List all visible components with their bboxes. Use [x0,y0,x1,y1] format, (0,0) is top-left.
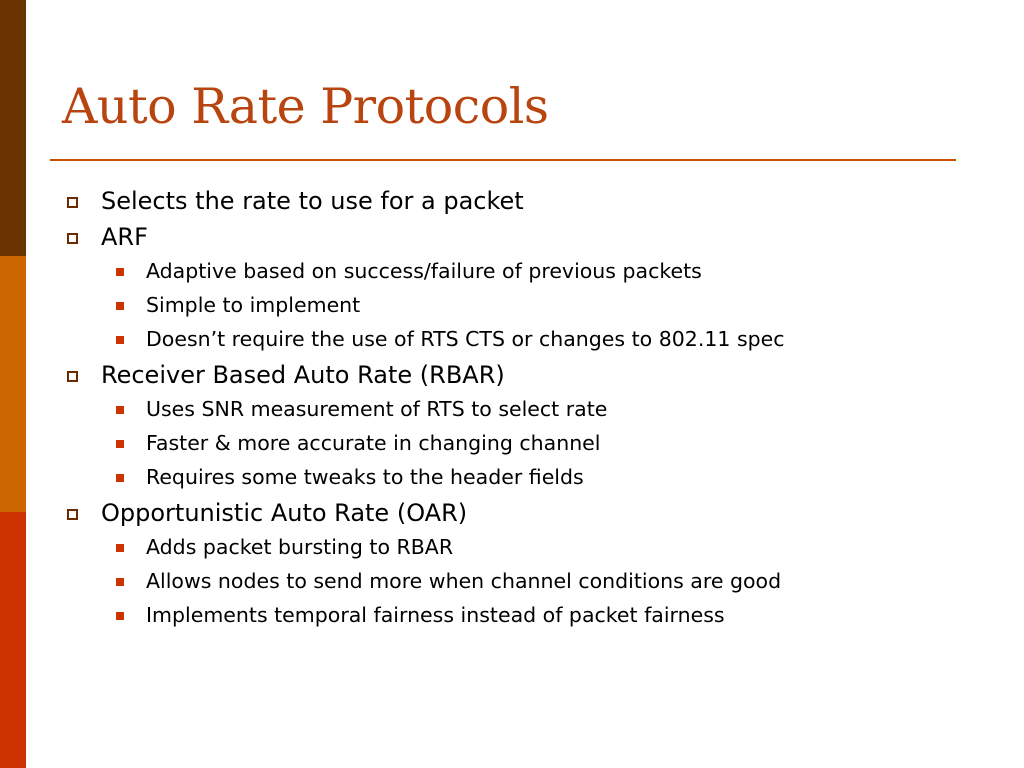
filled-square-bullet-icon [116,612,124,620]
filled-square-bullet-icon [116,336,124,344]
sub-bullet-text: Requires some tweaks to the header fields [146,465,584,489]
sub-bullet-item [0,392,1000,426]
bullet-list [0,182,1000,632]
sub-bullet-text: Adds packet bursting to RBAR [146,535,454,559]
sub-bullet-item [0,460,1000,494]
sub-bullet-item [0,598,1000,632]
bullet-item [0,184,1000,218]
hollow-square-bullet-icon [67,371,78,382]
sub-bullet-text: Faster & more accurate in changing channel [146,431,601,455]
sub-bullet-list [0,392,1000,494]
sub-bullet-item [0,254,1000,288]
bullet-item [0,358,1000,494]
sub-bullet-list [0,530,1000,632]
bullet-text: ARF [101,223,148,251]
hollow-square-bullet-icon [67,197,78,208]
sub-bullet-text: Implements temporal fairness instead of packet fairness [146,603,725,627]
bullet-item [0,496,1000,632]
sub-bullet-text: Simple to implement [146,293,361,317]
bullet-row [0,358,1000,392]
filled-square-bullet-icon [116,406,124,414]
slide-title: Auto Rate Protocols [62,78,549,135]
sub-bullet-item [0,426,1000,460]
bullet-row [0,496,1000,530]
filled-square-bullet-icon [116,474,124,482]
hollow-square-bullet-icon [67,509,78,520]
sub-bullet-item [0,288,1000,322]
sub-bullet-item [0,322,1000,356]
bullet-text: Selects the rate to use for a packet [101,187,524,215]
filled-square-bullet-icon [116,544,124,552]
sub-bullet-list [0,254,1000,356]
sub-bullet-text: Doesn’t require the use of RTS CTS or changes to 802.11 spec [146,327,785,351]
sub-bullet-item [0,564,1000,598]
bullet-item [0,220,1000,356]
filled-square-bullet-icon [116,302,124,310]
bullet-text: Receiver Based Auto Rate (RBAR) [101,361,505,389]
filled-square-bullet-icon [116,268,124,276]
filled-square-bullet-icon [116,440,124,448]
bullet-row [0,184,1000,218]
sub-bullet-text: Uses SNR measurement of RTS to select rate [146,397,608,421]
sub-bullet-text: Allows nodes to send more when channel conditions are good [146,569,782,593]
title-underline-rule [50,159,956,161]
hollow-square-bullet-icon [67,233,78,244]
sub-bullet-text: Adaptive based on success/failure of previous packets [146,259,702,283]
filled-square-bullet-icon [116,578,124,586]
bullet-text: Opportunistic Auto Rate (OAR) [101,499,468,527]
sub-bullet-item [0,530,1000,564]
bullet-row [0,220,1000,254]
